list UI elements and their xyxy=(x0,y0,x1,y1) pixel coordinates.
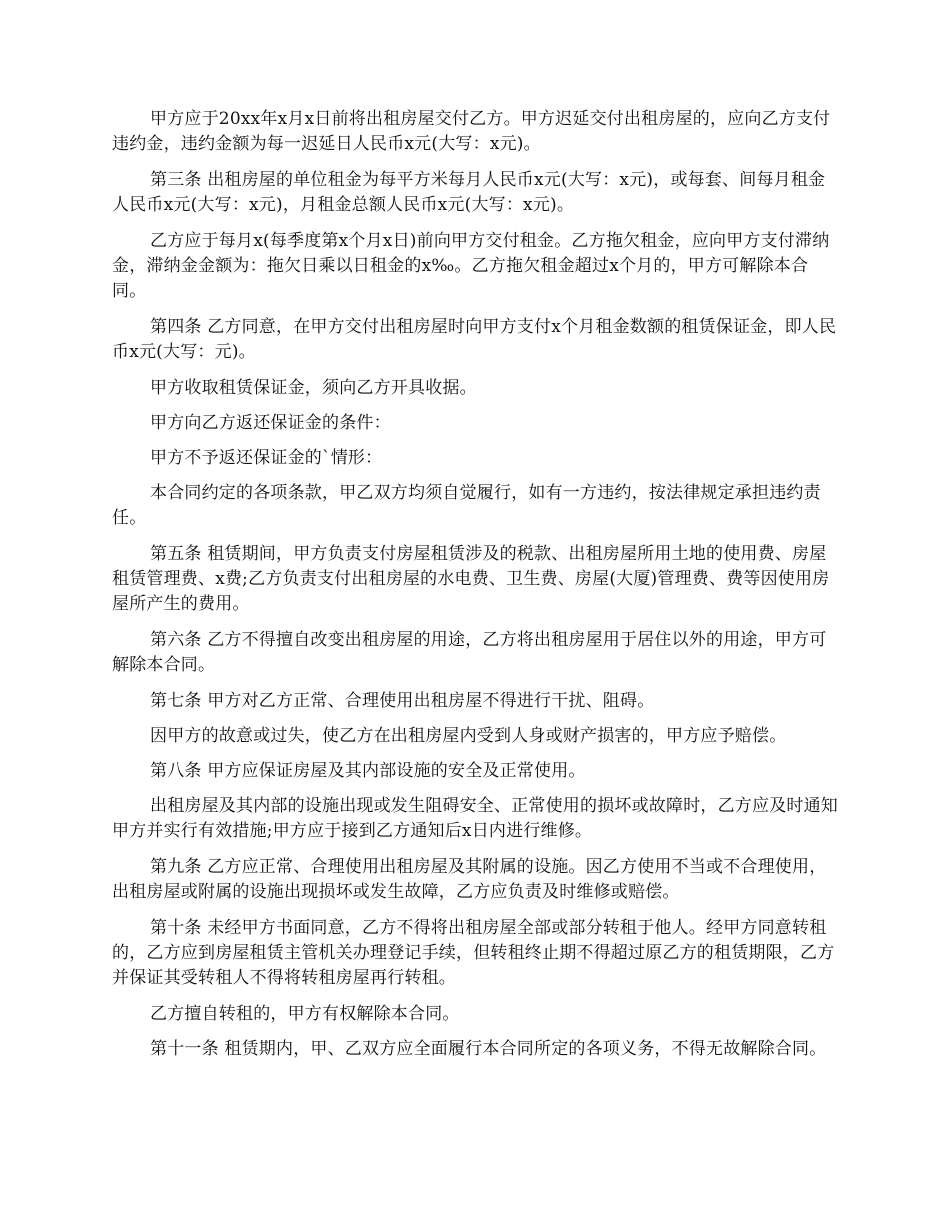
paragraph-repair-notice: 出租房屋及其内部的设施出现或发生阻碍安全、正常使用的损坏或故障时，乙方应及时通知甲方并实行有效措施;甲方应于接到乙方通知后x日内进行维修。 xyxy=(112,796,838,841)
paragraph-article-8-safety: 第八条 甲方应保证房屋及其内部设施的安全及正常使用。 xyxy=(150,761,586,781)
paragraph-article-7-interference: 第七条 甲方对乙方正常、合理使用出租房屋不得进行干扰、阻碍。 xyxy=(150,691,655,711)
paragraph-unauthorized-sublease: 乙方擅自转租的，甲方有权解除本合同。 xyxy=(150,1004,460,1024)
paragraph-article-5-costs: 第五条 租赁期间，甲方负责支付房屋租赁涉及的税款、出租房屋所用土地的使用费、房屋租赁管理费、x费;乙方负责支付出租房屋的水电费、卫生费、房屋(大厦)管理费、费等因使用房屋所产生的费用。 xyxy=(112,544,830,614)
paragraph-article-11-obligations: 第十一条 租赁期内，甲、乙双方应全面履行本合同所定的各项义务，不得无故解除合同。 xyxy=(150,1039,827,1059)
paragraph-article-3-rent: 第三条 出租房屋的单位租金为每平方米每月人民币x元(大写：x元)，或每套、间每月租金人民币x元(大写：x元)，月租金总额人民币x元(大写：x元)。 xyxy=(112,170,826,215)
paragraph-deposit-receipt: 甲方收取租赁保证金，须向乙方开具收据。 xyxy=(150,378,477,398)
paragraph-deposit-return-conditions: 甲方向乙方返还保证金的条件： xyxy=(150,413,391,433)
paragraph-deposit-nonreturn-cases: 甲方不予返还保证金的`情形： xyxy=(150,448,383,468)
paragraph-damage-compensation: 因甲方的故意或过失，使乙方在出租房屋内受到人身或财产损害的，甲方应予赔偿。 xyxy=(150,726,787,746)
paragraph-breach-liability: 本合同约定的各项条款，甲乙双方均须自觉履行，如有一方违约，按法律规定承担违约责任。 xyxy=(112,483,821,528)
paragraph-article-4-deposit: 第四条 乙方同意，在甲方交付出租房屋时向甲方支付x个月租金数额的租赁保证金，即人民币x元(大写：元)。 xyxy=(112,317,837,362)
paragraph-article-6-usage: 第六条 乙方不得擅自改变出租房屋的用途，乙方将出租房屋用于居住以外的用途，甲方可解除本合同。 xyxy=(112,630,827,675)
paragraph-article-9-proper-use: 第九条 乙方应正常、合理使用出租房屋及其附属的设施。因乙方使用不当或不合理使用，出租房屋或附属的设施出现损坏或发生故障，乙方应负责及时维修或赔偿。 xyxy=(112,857,827,902)
paragraph-delivery-deadline: 甲方应于20xx年x月x日前将出租房屋交付乙方。甲方迟延交付出租房屋的，应向乙方支付违约金，违约金额为每一迟延日人民币x元(大写：x元)。 xyxy=(112,109,831,154)
document-body xyxy=(112,107,839,1073)
paragraph-rent-payment: 乙方应于每月x(每季度第x个月x日)前向甲方交付租金。乙方拖欠租金，应向甲方支付滞纳金，滞纳金金额为：拖欠日乘以日租金的x‰。乙方拖欠租金超过x个月的，甲方可解除本合同。 xyxy=(112,231,830,301)
paragraph-article-10-sublease: 第十条 未经甲方书面同意，乙方不得将出租房屋全部或部分转租于他人。经甲方同意转租的，乙方应到房屋租赁主管机关办理登记手续，但转租终止期不得超过原乙方的租赁期限，乙方并保证其受转租人不得将转租房屋再行转租。 xyxy=(112,918,835,988)
